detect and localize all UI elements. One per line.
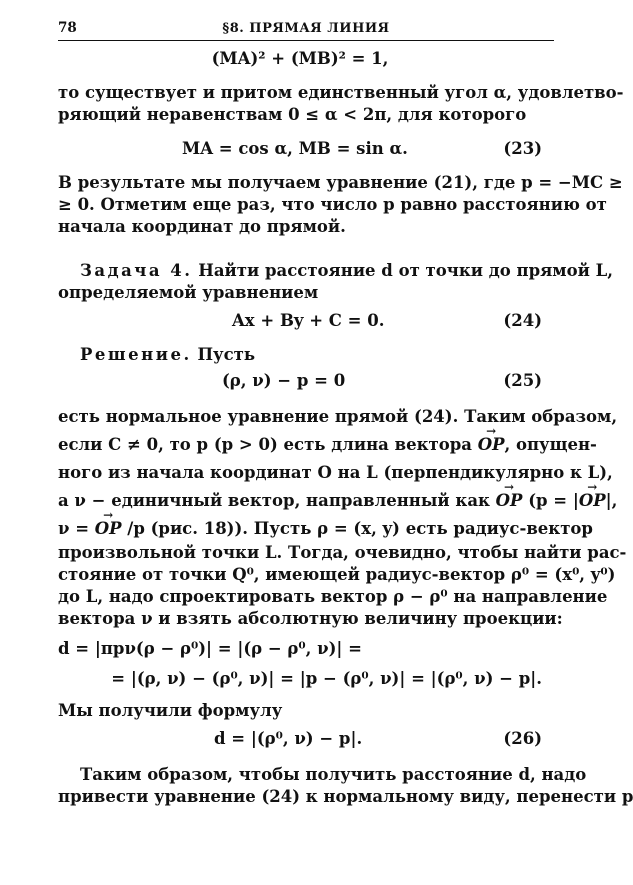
equation-distance-2: = |(ρ, ν) − (ρ⁰, ν)| = |p − (ρ⁰, ν)| = |(ρ⁰, ν) − p|. bbox=[111, 669, 542, 688]
text-line: В результате мы получаем уравнение (21), где p = −MC ≥ bbox=[58, 173, 623, 192]
equation-number-23: (23) bbox=[503, 139, 542, 158]
page-number: 78 bbox=[58, 20, 77, 36]
text-line: вектора ν и взять абсолютную величину проекции: bbox=[58, 609, 563, 628]
equation-distance-1: d = |прν(ρ − ρ⁰)| = |(ρ − ρ⁰, ν)| = bbox=[58, 639, 362, 658]
vector-op: → OP bbox=[95, 518, 122, 540]
vector-op: → OP bbox=[478, 434, 505, 456]
text-line: определяемой уравнением bbox=[58, 283, 319, 302]
text-line-vector: если C ≠ 0, то p (p > 0) есть длина вектора → OP, опущен- bbox=[58, 434, 544, 456]
vector-op: → OP bbox=[579, 490, 606, 512]
equation-number-24: (24) bbox=[503, 311, 542, 330]
text-line: то существует и притом единственный угол α, удовлетво- bbox=[58, 83, 624, 102]
task-label: Задача 4. bbox=[80, 261, 193, 280]
text-line: ного из начала координат O на L (перпендикулярно к L), bbox=[58, 463, 613, 482]
text-line: есть нормальное уравнение прямой (24). Таким образом, bbox=[58, 407, 618, 426]
equation-number-26: (26) bbox=[503, 729, 542, 748]
page-header bbox=[58, 14, 554, 41]
task-heading-line bbox=[80, 260, 613, 282]
section-title: §8. ПРЯМАЯ ЛИНИЯ bbox=[222, 21, 390, 36]
text-line: ≥ 0. Отметим еще раз, что число p равно расстоянию от bbox=[58, 195, 607, 214]
text-line: произвольной точки L. Тогда, очевидно, чтобы найти рас- bbox=[58, 543, 627, 562]
solution-text: Пусть bbox=[191, 345, 256, 364]
vector-op: → OP bbox=[496, 490, 523, 512]
text-line: до L, надо спроектировать вектор ρ − ρ⁰ на направление bbox=[58, 587, 608, 606]
task-text: Найти расстояние d от точки до прямой L, bbox=[192, 261, 613, 280]
text-line: начала координат до прямой. bbox=[58, 217, 346, 236]
equation-25: (ρ, ν) − p = 0 bbox=[222, 371, 346, 390]
text-line: Таким образом, чтобы получить расстояние d, надо bbox=[80, 765, 587, 784]
solution-label: Решение. bbox=[80, 345, 192, 364]
equation-26: d = |(ρ⁰, ν) − p|. bbox=[214, 729, 363, 748]
equation-number-25: (25) bbox=[503, 371, 542, 390]
solution-heading-line bbox=[80, 344, 544, 366]
equation-ma-mb: (MA)² + (MB)² = 1, bbox=[211, 49, 389, 68]
text-line: Мы получили формулу bbox=[58, 701, 283, 720]
text-line-vector: а ν − единичный вектор, направленный как → OP (p = |→ OP|, bbox=[58, 490, 544, 512]
text-line: привести уравнение (24) к нормальному виду, перенести p bbox=[58, 787, 633, 806]
text-line: ряющий неравенствам 0 ≤ α < 2π, для которого bbox=[58, 105, 527, 124]
equation-24: Ax + By + C = 0. bbox=[232, 311, 385, 330]
text-line-vector: ν = → OP /p (рис. 18)). Пусть ρ = (x, y) есть радиус-вектор bbox=[58, 518, 544, 540]
text-line: стояние от точки Q⁰, имеющей радиус-вектор ρ⁰ = (x⁰, y⁰) bbox=[58, 565, 616, 584]
equation-23: MA = cos α, MB = sin α. bbox=[182, 139, 408, 158]
